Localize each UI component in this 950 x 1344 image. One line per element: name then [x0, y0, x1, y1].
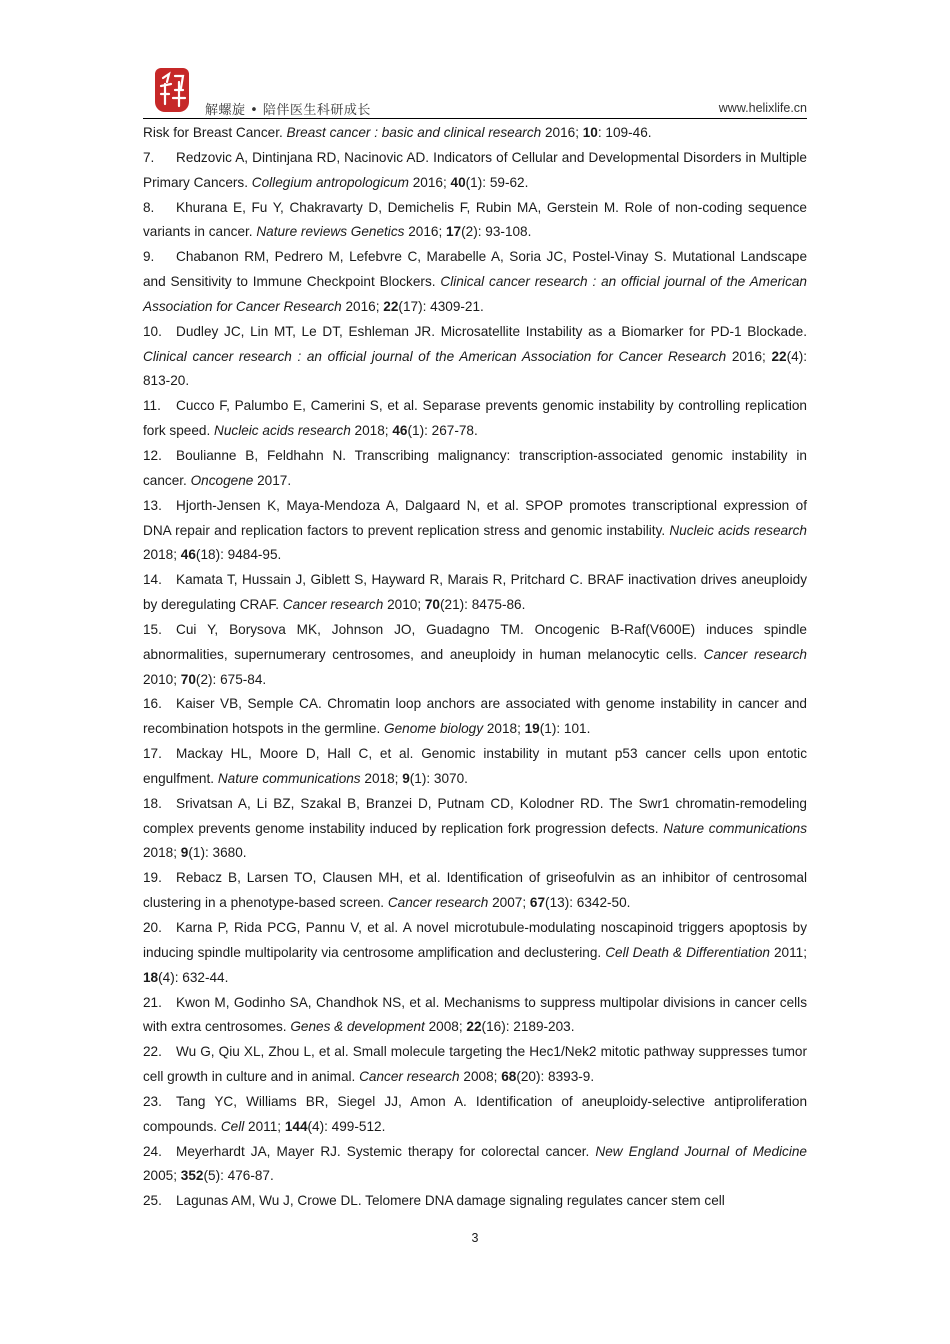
reference-item [143, 1140, 807, 1190]
reference-number: 9. [143, 249, 155, 265]
reference-volume: 19 [524, 721, 540, 737]
reference-journal: Cell Death & Differentiation [605, 944, 770, 960]
reference-journal: Cancer research [703, 646, 807, 662]
seal-logo-icon [155, 68, 189, 112]
reference-item [143, 320, 807, 395]
reference-year: 2018; [360, 770, 403, 786]
reference-volume: 22 [466, 1019, 482, 1035]
reference-year: 2016; [408, 174, 451, 190]
reference-journal: Clinical cancer research : an official journal of the American Association for Cancer Research [143, 274, 807, 314]
reference-journal: Clinical cancer research : an official journal of the American Association for Cancer Research [143, 348, 727, 364]
reference-pages: (1): 3070. [409, 770, 468, 786]
header-title: 解螺旋 • 陪伴医生科研成长 [205, 103, 371, 118]
reference-item [143, 866, 807, 916]
reference-authors: Risk for Breast Cancer. [143, 125, 287, 140]
reference-journal: Cell [220, 1118, 245, 1134]
reference-pages: (4): 632-44. [158, 969, 229, 985]
reference-volume: 70 [180, 671, 196, 687]
header-rule [143, 118, 807, 119]
reference-pages: : 109-46. [597, 125, 652, 140]
reference-volume: 10 [582, 125, 598, 140]
reference-journal: Cancer research [387, 895, 489, 911]
reference-pages: (21): 8475-86. [440, 597, 526, 613]
reference-item [143, 245, 807, 320]
reference-volume: 46 [392, 423, 408, 439]
reference-journal: Oncogene [190, 472, 254, 488]
reference-pages: (4): 813-20. [143, 348, 807, 389]
reference-year: 2018; [143, 547, 181, 563]
reference-item [143, 692, 807, 742]
reference-authors: Kamata T, Hussain J, Giblett S, Hayward R, Marais R, Pritchard C. BRAF inactivation drives aneuploidy by deregulating CRAF. [143, 572, 807, 613]
reference-pages: (20): 8393-9. [516, 1069, 595, 1085]
reference-year: 2005; [143, 1168, 181, 1184]
reference-number: 8. [143, 199, 155, 215]
header-url[interactable]: www.helixlife.cn [718, 101, 807, 115]
reference-pages: (13): 6342-50. [545, 895, 631, 911]
reference-volume: 9 [180, 845, 189, 861]
reference-year: 2007; [488, 895, 530, 911]
reference-journal: Cancer research [359, 1069, 460, 1085]
reference-year: 2018; [143, 845, 181, 861]
reference-authors: Chabanon RM, Pedrero M, Lefebvre C, Marabelle A, Soria JC, Postel-Vinay S. Mutational Landscape and Sensitivity to Immune Checkpoint Blockers. [143, 249, 807, 290]
reference-journal: Nucleic acids research [669, 522, 807, 538]
reference-pages: (16): 2189-203. [481, 1019, 575, 1035]
reference-authors: Kaiser VB, Semple CA. Chromatin loop anchors are associated with genome instability in cancer and recombination hotspots in the germline. [143, 696, 807, 737]
reference-authors: Boulianne B, Feldhahn N. Transcribing malignancy: transcription-associated genomic instability in cancer. [143, 447, 807, 488]
reference-number: 11. [143, 398, 161, 414]
reference-number: 15. [143, 621, 162, 637]
reference-volume: 352 [180, 1168, 204, 1184]
reference-year: 2010; [143, 671, 181, 687]
reference-authors: Cucco F, Palumbo E, Camerini S, et al. Separase prevents genomic instability by controlling replication fork speed. [143, 398, 807, 439]
reference-journal: Nature reviews Genetics [256, 224, 405, 240]
reference-year: 2008; [424, 1019, 467, 1035]
reference-volume: 22 [771, 348, 787, 364]
reference-item [143, 394, 807, 444]
reference-authors: Lagunas AM, Wu J, Crowe DL. Telomere DNA damage signaling regulates cancer stem cell [176, 1193, 725, 1209]
reference-journal: Collegium antropologicum [251, 174, 409, 190]
reference-year: 2016; [541, 125, 583, 140]
reference-number: 24. [143, 1143, 162, 1159]
reference-journal: Nucleic acids research [214, 423, 351, 439]
reference-journal: Genes & development [290, 1019, 425, 1035]
reference-authors: Mackay HL, Moore D, Hall C, et al. Genomic instability in mutant p53 cancer cells upon entotic engulfment. [143, 746, 807, 786]
reference-item [143, 916, 807, 991]
reference-number: 17. [143, 746, 162, 762]
reference-journal: Nature communications [217, 770, 361, 786]
reference-year: 2016; [726, 348, 772, 364]
reference-list [143, 121, 807, 1214]
reference-item [143, 146, 807, 196]
reference-item [143, 792, 807, 867]
reference-year: 2018; [350, 423, 393, 439]
reference-number: 22. [143, 1044, 162, 1060]
reference-number: 21. [143, 994, 162, 1010]
reference-item [143, 568, 807, 618]
reference-authors: Khurana E, Fu Y, Chakravarty D, Demichelis F, Rubin MA, Gerstein M. Role of non-coding sequence variants in cancer. [143, 199, 807, 240]
reference-volume: 22 [383, 298, 399, 314]
reference-pages: (5): 476-87. [203, 1168, 274, 1184]
reference-number: 19. [143, 870, 162, 886]
reference-volume: 40 [450, 174, 466, 190]
reference-item [143, 444, 807, 494]
reference-journal: Genome biology [384, 721, 484, 737]
reference-journal: Nature communications [663, 820, 807, 836]
reference-volume: 9 [402, 770, 410, 786]
reference-volume: 144 [284, 1118, 308, 1134]
reference-authors: Srivatsan A, Li BZ, Szakal B, Branzei D, Putnam CD, Kolodner RD. The Swr1 chromatin-remodeling complex prevents genome instability induced by replication fork progression defects. [143, 795, 807, 836]
reference-pages: (2): 675-84. [195, 671, 267, 687]
reference-pages: (1): 101. [539, 721, 591, 737]
reference-authors: Wu G, Qiu XL, Zhou L, et al. Small molecule targeting the Hec1/Nek2 mitotic pathway suppresses tumor cell growth in culture and in animal. [143, 1044, 807, 1085]
reference-pages: (2): 93-108. [461, 224, 532, 240]
reference-item [143, 196, 807, 246]
reference-number: 7. [143, 149, 155, 165]
reference-item [143, 618, 807, 693]
reference-number: 23. [143, 1093, 162, 1109]
reference-item [143, 742, 807, 792]
reference-volume: 17 [446, 224, 462, 240]
reference-volume: 67 [529, 895, 546, 911]
reference-authors: Hjorth-Jensen K, Maya-Mendoza A, Dalgaard N, et al. SPOP promotes transcriptional expression of DNA repair and replication factors to prevent replication stress and genomic instability. [143, 497, 807, 538]
reference-volume: 18 [143, 969, 159, 985]
reference-number: 13. [143, 497, 162, 513]
reference-item [143, 494, 807, 569]
reference-number: 20. [143, 920, 162, 935]
reference-item [143, 1090, 807, 1140]
reference-year: 2016; [341, 298, 384, 314]
reference-journal: New England Journal of Medicine [595, 1143, 807, 1159]
reference-authors: Kwon M, Godinho SA, Chandhok NS, et al. Mechanisms to suppress multipolar divisions in cancer cells with extra centrosomes. [143, 994, 807, 1035]
reference-year: 2010; [383, 597, 425, 613]
reference-volume: 70 [424, 597, 440, 613]
reference-year: 2011; [244, 1118, 285, 1134]
reference-journal: Breast cancer : basic and clinical research [286, 125, 542, 140]
reference-number: 10. [143, 323, 162, 339]
reference-authors: Redzovic A, Dintinjana RD, Nacinovic AD. Indicators of Cellular and Developmental Disorders in Multiple Primary Cancers. [143, 149, 807, 190]
reference-authors: Rebacz B, Larsen TO, Clausen MH, et al. Identification of griseofulvin as an inhibitor of centrosomal clustering in a phenotype-based screen. [143, 870, 807, 911]
reference-year: 2011; [769, 944, 807, 960]
page-number: 3 [471, 1231, 479, 1245]
reference-pages: (1): 59-62. [465, 174, 529, 190]
reference-pages: (1): 267-78. [407, 423, 478, 439]
reference-item [143, 1189, 807, 1214]
reference-volume: 46 [180, 547, 196, 563]
reference-item [143, 991, 807, 1041]
reference-number: 12. [143, 447, 162, 463]
reference-volume: 68 [501, 1069, 517, 1085]
reference-number: 18. [143, 795, 162, 811]
reference-authors: Tang YC, Williams BR, Siegel JJ, Amon A. Identification of aneuploidy-selective antiproliferation compounds. [143, 1093, 807, 1134]
reference-item [143, 1040, 807, 1090]
reference-number: 25. [143, 1193, 162, 1209]
reference-year: 2018; [483, 721, 525, 737]
reference-pages: (18): 9484-95. [195, 547, 282, 563]
reference-journal: Cancer research [282, 597, 384, 613]
reference-year: 2017. [253, 472, 292, 488]
reference-number: 14. [143, 572, 162, 588]
reference-year: 2008; [459, 1069, 502, 1085]
reference-pages: (17): 4309-21. [398, 298, 484, 314]
reference-authors: Karna P, Rida PCG, Pannu V, et al. A novel microtubule-modulating noscapinoid triggers apoptosis by inducing spindle multipolarity via centrosome amplification and declustering. [143, 920, 807, 960]
reference-pages: (4): 499-512. [307, 1118, 386, 1134]
reference-year: 2016; [404, 224, 446, 240]
reference-authors: Meyerhardt JA, Mayer RJ. Systemic therapy for colorectal cancer. [176, 1143, 596, 1159]
reference-authors: Cui Y, Borysova MK, Johnson JO, Guadagno TM. Oncogenic B-Raf(V600E) induces spindle abnormalities, supernumerary centrosomes, and aneuploidy in human melanocytic cells. [143, 621, 807, 662]
reference-pages: (1): 3680. [188, 845, 247, 861]
reference-authors: Dudley JC, Lin MT, Le DT, Eshleman JR. Microsatellite Instability as a Biomarker for PD-1 Blockade. [176, 323, 807, 339]
reference-item [143, 121, 807, 146]
reference-number: 16. [143, 696, 162, 712]
